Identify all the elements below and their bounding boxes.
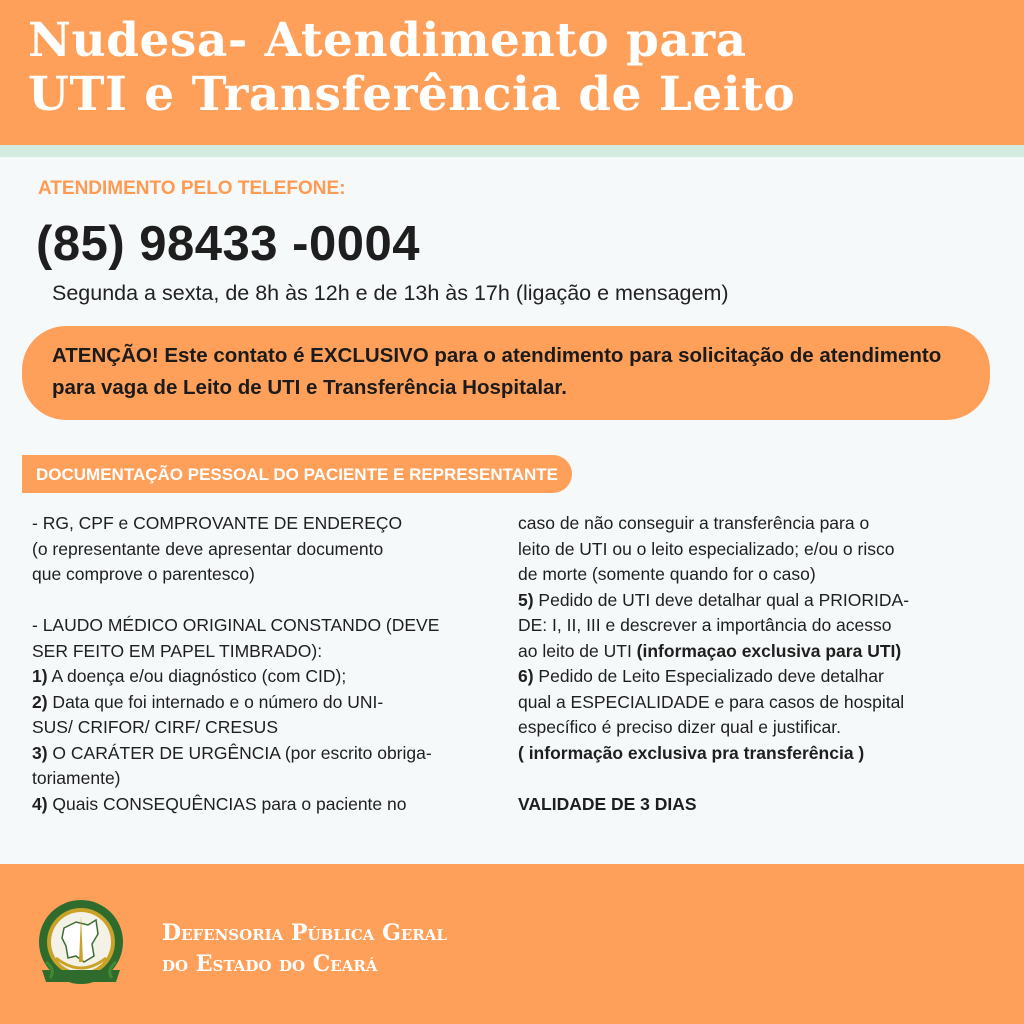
item-text: Quais CONSEQUÊNCIAS para o paciente no [47, 793, 407, 814]
item-number: 4) [32, 793, 48, 814]
header-banner [0, 0, 1024, 145]
item-text: Data que foi internado e o número do UNI- SUS/ CRIFOR/ CIRF/ CRESUS [32, 691, 384, 737]
documents-heading: DOCUMENTAÇÃO PESSOAL DO PACIENTE E REPRESENTANTE [22, 455, 572, 493]
page-title [28, 14, 795, 122]
list-item [518, 664, 998, 741]
attention-banner [22, 326, 990, 420]
title-line-2: UTI e Transferência de Leito [28, 67, 796, 122]
item-number: 1) [32, 666, 48, 686]
organization-name [162, 918, 447, 980]
item-text: Pedido de UTI deve detalhar qual a PRIORIDA- DE: I, II, III e descrever a importância do acesso ao leito de UTI [518, 589, 910, 661]
documents-left-column [32, 511, 494, 817]
defensoria-seal-icon [36, 898, 126, 990]
item-number: 2) [32, 691, 48, 712]
list-item [32, 741, 494, 792]
laudo-text: - LAUDO MÉDICO ORIGINAL CONSTANDO (DEVE SER FEITO EM PAPEL TIMBRADO): [32, 615, 440, 661]
list-item [32, 664, 494, 690]
organization-name-line-2: do Estado do Ceará [162, 951, 378, 977]
list-item [32, 792, 494, 818]
item-emphasis: ( informação exclusiva pra transferência ) [518, 742, 865, 763]
item-number: 6) [518, 666, 534, 686]
list-item [32, 690, 494, 741]
item-emphasis: (informaçao exclusiva para UTI) [636, 640, 902, 661]
item-text: O CARÁTER DE URGÊNCIA (por escrito obriga- toriamente) [32, 742, 432, 788]
attention-text: ATENÇÃO! Este contato é EXCLUSIVO para o atendimento para solicitação de atendimento para vaga de Leito de UTI e Transferência Hospitalar. [52, 344, 942, 399]
phone-number: (85) 98433 -0004 [36, 217, 420, 271]
item-text: A doença e/ou diagnóstico (com CID); [47, 666, 347, 686]
organization-name-line-1: Defensoria Pública Geral [162, 920, 447, 946]
documents-right-column [518, 511, 998, 817]
item-text: Pedido de Leito Especializado deve detalhar qual a ESPECIALIDADE e para casos de hospital específico é preciso dizer qual e justificar. [518, 666, 905, 737]
phone-label: ATENDIMENTO PELO TELEFONE: [38, 178, 346, 199]
id-documents-text: - RG, CPF e COMPROVANTE DE ENDEREÇO (o representante deve apresentar documento que comprove o parentesco) [32, 513, 403, 584]
title-line-1: Nudesa- Atendimento para [28, 13, 747, 68]
item-number: 3) [32, 742, 48, 763]
item-number: 5) [518, 589, 534, 610]
phone-hours: Segunda a sexta, de 8h às 12h e de 13h às 17h (ligação e mensagem) [52, 281, 729, 305]
continuation-text: caso de não conseguir a transferência para o leito de UTI ou o leito especializado; e/ou o risco de morte (somente quando for o caso) [518, 513, 895, 584]
divider-stripe [0, 145, 1024, 157]
validity-note: VALIDADE DE 3 DIAS [518, 793, 697, 814]
list-item [518, 588, 998, 665]
